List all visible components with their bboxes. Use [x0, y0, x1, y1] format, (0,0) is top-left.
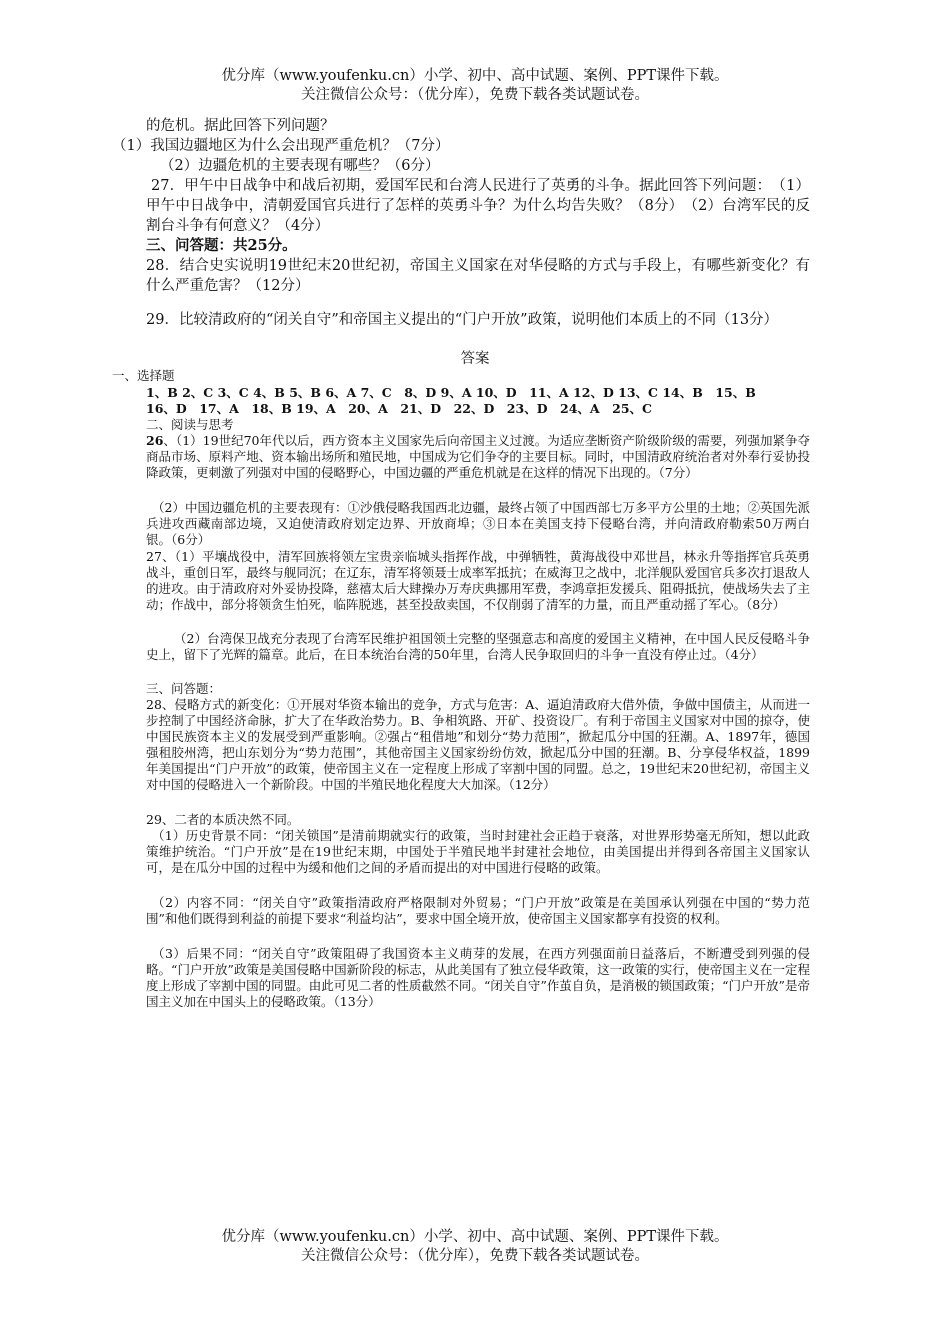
- page-header: [0, 67, 950, 105]
- answer-29-part1: （1）历史背景不同：“闭关锁国”是清前期就实行的政策，当时封建社会正趋于衰落，对世界形势毫无所知，想以此政策维护统治。“门户开放”是在19世纪末期，中国处于半殖民地半封建社会地位，由美国提出并得到各帝国主义国家认可，是在瓜分中国的过程中为缓和他们之间的矛盾而提出的对中国进行侵略的政策。: [146, 828, 810, 875]
- answers-section1: 一、选择题: [112, 368, 175, 383]
- answer-26-part1: [146, 433, 810, 481]
- page-footer: [0, 1228, 950, 1266]
- answer-26-number: 26: [146, 433, 164, 448]
- answer-26-part1-text: 、（1）19世纪70年代以后，西方资本主义国家先后向帝国主义过渡。为适应垄断资产阶级阶级的需要，列强加紧争夺商品市场、原料产地、资本输出场所和殖民地，中国成为它们争夺的主要目标。同时，中国清政府统治者对外奉行妥协投降政策，更刺激了列强对中国的侵略野心，中国边疆的严重危机就是在这样的情况下出现的。（7分）: [146, 433, 810, 480]
- q28-text: 28．结合史实说明19世纪末20世纪初，帝国主义国家在对华侵略的方式与手段上，有哪些新变化？有什么严重危害？（12分）: [146, 258, 810, 294]
- answer-29-part2: （2）内容不同：“闭关自守”政策指清政府严格限制对外贸易；“门户开放”政策是在美国承认列强在中国的“势力范围”和他们既得到利益的前提下要求“利益均沾”，要求中国全境开放，使帝国主义国家都享有投资的权利。: [146, 895, 810, 926]
- q26-part1: （1）我国边疆地区为什么会出现严重危机？（7分）: [112, 138, 450, 154]
- q27-text: 27．甲午中日战争中和战后初期，爱国军民和台湾人民进行了英勇的斗争。据此回答下列问题： （1）甲午中日战争中，清朝爱国官兵进行了怎样的英勇斗争？为什么均告失败？（8分） （2）台湾军民的反割台斗争有何意义？（4分）: [146, 178, 810, 234]
- q26-tail: 的危机。据此回答下列问题？: [146, 118, 335, 134]
- answer-28: 28、侵略方式的新变化：①开展对华资本输出的竞争，方式与危害：A、逼迫清政府大借外债，争做中国债主，从而进一步控制了中国经济命脉，扩大了在华政治势力。B、争相筑路、开矿、投资设厂。有利于帝国主义国家对中国的掠夺，使中国民族资本主义的发展受到严重影响。②强占“租借地”和划分“势力范围”，掀起瓜分中国的狂潮。A、1897年，德国强租胶州湾，把山东划分为“势力范围”，其他帝国主义国家纷纷仿效，掀起瓜分中国的狂潮。B、分享侵华权益，1899年美国提出“门户开放”的政策，使帝国主义在一定程度上形成了宰割中国的同盟。总之，19世纪末20世纪初，帝国主义对中国的侵略进入一个新阶段。中国的半殖民地化程度大大加深。（12分）: [146, 697, 810, 792]
- footer-line-2: 关注微信公众号：（优分库），免费下载各类试题试卷。: [301, 1248, 649, 1264]
- mc-answers-line1: 1、B 2、C 3、C 4、B 5、B 6、A 7、C 8、D 9、A 10、D 11、A 12、D 13、C 14、B 15、B: [146, 385, 756, 400]
- header-line-2: 关注微信公众号：（优分库），免费下载各类试题试卷。: [301, 87, 649, 103]
- footer-line-1: 优分库（www.youfenku.cn）小学、初中、高中试题、案例、PPT课件下载。: [221, 1229, 729, 1245]
- q29-text: 29．比较清政府的“闭关自守”和帝国主义提出的“门户开放”政策，说明他们本质上的不同（13分）: [146, 312, 779, 328]
- answer-29-intro: 29、二者的本质决然不同。: [146, 812, 300, 827]
- answer-27-part2: （2）台湾保卫战充分表现了台湾军民维护祖国领土完整的坚强意志和高度的爱国主义精神，在中国人民反侵略斗争史上，留下了光辉的篇章。此后，在日本统治台湾的50年里，台湾人民争取回归的斗争一直没有停止过。（4分）: [146, 631, 810, 662]
- q26-part2: （2）边疆危机的主要表现有哪些？（6分）: [160, 158, 440, 174]
- answer-27-part1: 27、（1）平壤战役中，清军回族将领左宝贵亲临城头指挥作战，中弹牺牲，黄海战役中邓世昌，林永升等指挥官兵英勇战斗，重创日军，最终与舰同沉；在辽东，清军将领聂士成率军抵抗；在威海卫之战中，北洋舰队爱国官兵多次打退敌人的进攻。由于清政府对外妥协投降，慈禧太后大肆操办万寿庆典挪用军费，李鸿章拒发援兵、阻碍抵抗，使战场失去了主动；作战中，部分将领贪生怕死，临阵脱逃，甚至投敌卖国，不仅削弱了清军的力量，而且严重动摇了军心。（8分）: [146, 549, 810, 612]
- answers-title: 答案: [460, 351, 490, 367]
- answers-section2: 二、阅读与思考: [146, 417, 234, 432]
- mc-answers-line2: 16、D 17、A 18、B 19、A 20、A 21、D 22、D 23、D 24、A 25、C: [146, 401, 652, 416]
- answers-section3: 三、问答题：: [146, 681, 222, 696]
- section3-title: 三、问答题：共25分。: [146, 237, 297, 254]
- header-line-1: 优分库（www.youfenku.cn）小学、初中、高中试题、案例、PPT课件下载。: [221, 68, 729, 84]
- answer-29-part3: （3）后果不同：“闭关自守”政策阻碍了我国资本主义萌芽的发展，在西方列强面前日益落后，不断遭受到列强的侵略。“门户开放”政策是美国侵略中国新阶段的标志，从此美国有了独立侵华政策，这一政策的实行，使帝国主义在一定程度上形成了宰割中国的同盟。由此可见二者的性质截然不同。“闭关自守”作茧自负，是消极的锁国政策；“门户开放”是帝国主义加在中国头上的侵略政策。（13分）: [146, 946, 810, 1009]
- answer-26-part2: （2）中国边疆危机的主要表现有：①沙俄侵略我国西北边疆，最终占领了中国西部七万多平方公里的土地；②英国先派兵进攻西藏南部边境，又迫使清政府划定边界、开放商埠；③日本在美国支持下侵略台湾，并向清政府勒索50万两白银。（6分）: [146, 500, 810, 547]
